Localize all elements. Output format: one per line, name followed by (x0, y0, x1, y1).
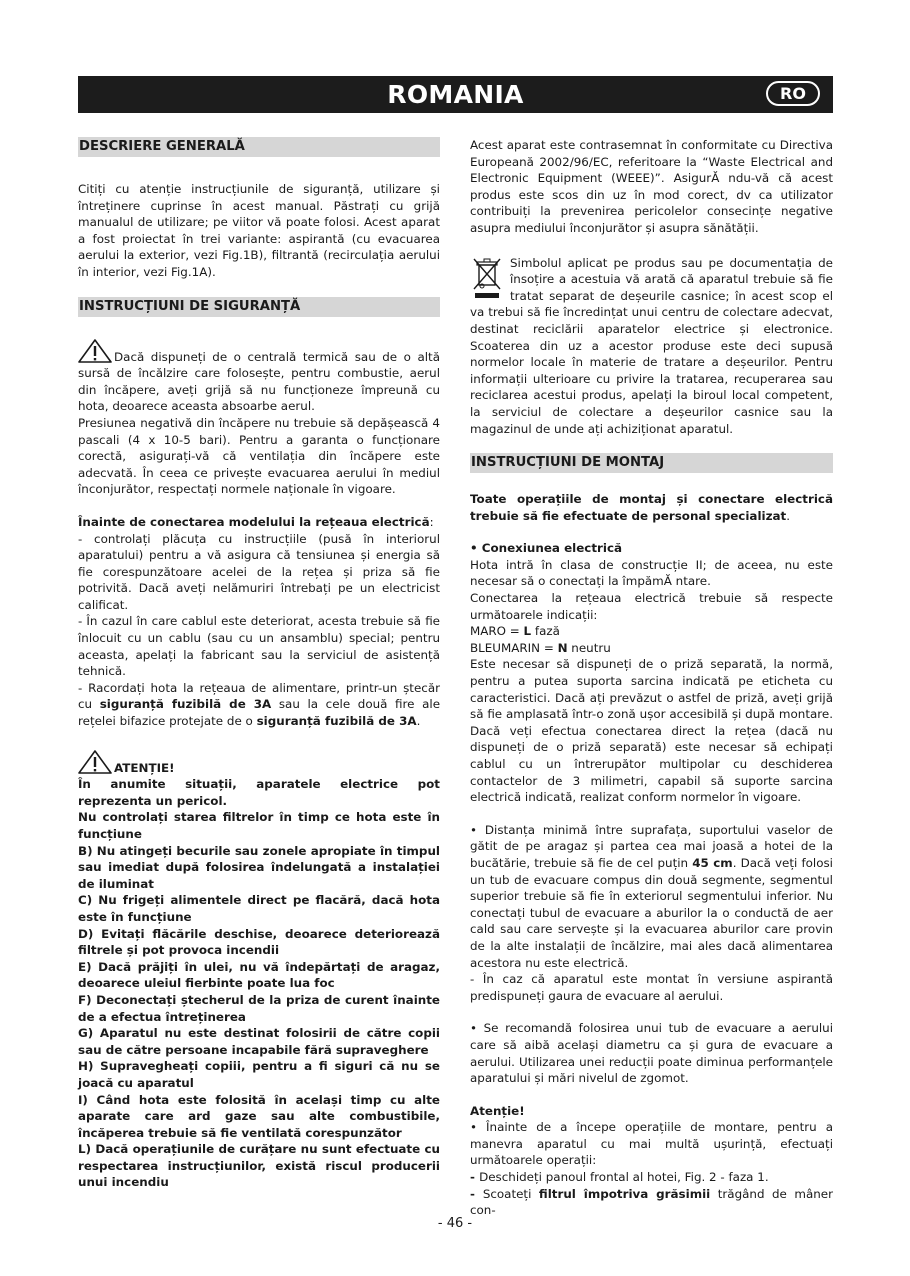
electrical-connection-p3: Este necesar să dispuneți de o priză separată, la normă, pentru a putea suporta sarcina indicată pe eticheta cu caracteristici. Dacă ați prevăzut o astfel de priză, aveți grijă să fie amplasată într-o zonă ușor accesibilă și după montare. Dacă veți efectua conectarea direct la rețea (dacă nu dispuneți de o priză separată) este necesar să echipați cablul cu un întrerupător multipolar cu deschiderea contactelor de 3 milimetri, capabil să suporte sarcina electrică indicată, realizat conform normelor în vigoare. (470, 657, 833, 805)
electrical-connection-p1: Hota intră în clasa de construcție II; de aceea, nu este necesar să o conectați la împămĂ ntare. (470, 557, 833, 589)
safety-paragraph-2: Presiunea negativă din încăpere nu trebuie să depășească 4 pascali (4 x 10-5 bari). Pentru a garanta o funcționare corectă, asigurați-vă că ventilația din încăpere este adecvată. În ceea ce privește evacuarea aerului în mediul înconjurător, respectați normele naționale în vigoare. (78, 415, 440, 497)
attention-right-step-2 (470, 1186, 833, 1219)
electrical-connection-p2: Conectarea la rețeaua electrică trebuie să respecte următoarele indicații: (470, 591, 833, 622)
warnings-list (78, 776, 440, 1191)
item-3-part-e: . (416, 714, 421, 729)
item-3-part-c: sau la cele două fire ale rețelei bifazice protejate de o (78, 697, 441, 729)
warning-item: G) Aparatul nu este destinat folosirii de către copii sau de către persoane incapabile fără supraveghere (78, 1026, 440, 1057)
wire-brown-letter: L (523, 624, 532, 639)
warning-triangle-icon (78, 750, 112, 774)
attention-right-p1: • Înainte de a începe operațiile de montare, pentru a manevra aparatul cu mai multă ușurință, efectuați următoarele operații: (470, 1120, 833, 1168)
warning-item: F) Deconectați ștecherul de la priza de curent înainte de a efectua întreținerea (78, 992, 440, 1024)
before-connection-item-2: - În cazul în care cablul este deteriorat, acesta trebuie să fie înlocuit cu un cablu (sau cu un ansamblu) special; pentru aceasta, apelați la fabricant sau la serviciul de asistență tehnică. (78, 614, 440, 679)
country-banner (78, 76, 833, 113)
step-1-dash: - (470, 1170, 480, 1185)
before-connection-item-3 (78, 680, 440, 730)
wire-brown-desc: fază (531, 624, 560, 639)
country-badge: RO (766, 81, 820, 106)
right-column (470, 137, 833, 1219)
heading-mounting-instructions: INSTRUCȚIUNI DE MONTAJ (470, 453, 833, 473)
wire-blue-letter: N (557, 640, 568, 655)
warning-item: Nu controlați starea filtrelor în timp ce hota este în funcțiune (78, 810, 440, 841)
crossed-bin-icon (470, 257, 504, 299)
warning-item: B) Nu atingeți becurile sau zonele apropiate în timpul sau imediat după folosirea îndelungată a instalației de iluminat (78, 843, 440, 891)
before-connection-item-1: - controlați plăcuța cu instrucțiile (pusă în interiorul aparatului) pentru a vă asigura că tensiunea și energia să fie corespunzătoare acelei de la rețea și priza să fie potrivită. Dacă aveți nelămuriri întrebați pe un electricist calificat. (78, 531, 440, 612)
heading-safety-instructions: INSTRUCȚIUNI DE SIGURANȚĂ (78, 297, 440, 317)
attention-title: ATENȚIE! (114, 760, 175, 775)
step-2-part-c: trăgând de mâner con- (470, 1186, 833, 1218)
page-number: - 46 - (437, 1216, 473, 1231)
step-1-text: Deschideți panoul frontal al hotei, Fig. 2 - faza 1. (479, 1170, 769, 1185)
before-connection-title: Înainte de conectarea modelului la rețeaua electrică (78, 514, 430, 529)
before-connection-heading (78, 514, 440, 531)
warning-item: H) Supravegheați copiii, pentru a fi siguri că nu se joacă cu aparatul (78, 1059, 440, 1090)
before-connection-colon: : (429, 514, 434, 529)
weee-symbol-paragraph: Simbolul aplicat pe produs sau pe documentația de însoțire a acestuia vă arată că aparatul trebuie să fie tratat separat de deșeurile casnice; în acest scop el va trebui să fie încredințat unui centru de colectare adecvat, destinat reciclării aparatelor electrice și electronice. Scoaterea din uz a acestor produse este deci supusă normelor locale în materie de tratare a deșeurilor. Pentru informații ulterioare cu privire la tratarea, recuperarea sau reciclarea acestui produs, apelați la biroul local competent, la serviciul de colectare a deșeurilor casnice sau la magazinul de unde ați achiziționat aparatul. (470, 255, 833, 436)
warning-item: I) Când hota este folosită în același timp cu alte aparate care ard gaze sau alte combustibile, încăperea trebuie să fie ventilată corespunzător (78, 1092, 440, 1140)
wire-blue-label: BLEUMARIN = (470, 640, 558, 655)
warning-item: C) Nu frigeți alimentele direct pe flacără, dacă hota este în funcțiune (78, 893, 440, 924)
wire-blue (470, 640, 833, 657)
mounting-notice-dot: . (786, 508, 791, 523)
step-2-dash: - (470, 1186, 483, 1201)
distance-value: 45 cm (692, 855, 733, 870)
attention-right-step-1 (470, 1169, 833, 1186)
warning-item: D) Evitați flăcările deschise, deoarece deteriorează filtrele și pot provoca incendii (78, 926, 440, 958)
banner-title: ROMANIA (387, 80, 524, 109)
item-3-fuse-1: siguranță fuzibilă de 3A (99, 697, 272, 712)
safety-paragraph-1-text: Dacă dispuneți de o centrală termică sau de o altă sursă de încălzire care folosește, pentru combustie, aerul din încăpere, aveți grijă să nu funcționeze împreună cu hota, deoarece aceasta absoarbe aerul. (78, 349, 440, 414)
item-3-part-a: - Racordați hota la rețeaua de alimentare, printr-un ștecăr cu (78, 680, 440, 712)
wire-brown (470, 623, 833, 640)
exhaust-tube-recommendation: • Se recomandă folosirea unui tub de evacuare a aerului care să aibă același diametru ca și gura de evacuare a aerului. Utilizarea unei reducții poate diminua performanțele aparatului și mări nivelul de zgomot. (470, 1021, 833, 1086)
weee-directive-text: Acest aparat este contrasemnat în conformitate cu Directiva Europeană 2002/96/EC, referitoare la “Waste Electrical and Electronic Equipment (WEEE)”. AsigurĂ ndu-vă că acest produs este scos din uz în mod corect, dv ca utilizator contribuiți la prevenirea pericolelor consecințe negative asupra mediului înconjurător și asupra sănătății. (470, 138, 833, 235)
distance-part-c: . Dacă veți folosi un tub de evacuare compus din două segmente, segmentul superior trebuie să fie în exteriorul segmentului inferior. Nu conectați tubul de evacuare a aburilor la o conductă de aer cald sau care servește și la evacuarea aburilor care provin de la alte instalații de încălzire, mai ales dacă alimentarea acestora nu este electrică. (470, 855, 833, 970)
heading-general-description: DESCRIERE GENERALĂ (78, 137, 440, 157)
weee-symbol-text (470, 255, 833, 438)
wire-brown-label: MARO = (470, 624, 524, 639)
item-3-fuse-2: siguranță fuzibilă de 3A (256, 714, 417, 729)
step-2-filter: filtrul împotriva grăsimii (538, 1186, 711, 1201)
step-2-part-a: Scoateți (482, 1186, 539, 1201)
attention-heading (78, 750, 440, 777)
mounting-notice (470, 491, 833, 524)
warning-item: L) Dacă operațiunile de curățare nu sunt efectuate cu respectarea instrucțiunilor, există riscul producerii unui incendiu (78, 1142, 440, 1190)
safety-paragraph-1 (78, 339, 440, 415)
attention-right-title: Atenție! (470, 1103, 525, 1118)
warning-item: În anumite situații, aparatele electrice pot reprezenta un pericol. (78, 777, 440, 808)
minimum-distance (470, 822, 833, 971)
warning-item: E) Dacă prăjiți în ulei, nu vă îndepărtați de aragaz, deoarece uleiul fierbinte poate lua foc (78, 959, 440, 991)
wire-blue-desc: neutru (567, 640, 611, 655)
left-column (78, 137, 440, 1191)
warning-triangle-icon (78, 339, 112, 363)
mounting-notice-bold: Toate operațiile de montaj și conectare electrică trebuie să fie efectuate de personal specializat (470, 492, 833, 523)
electrical-connection-title: • Conexiunea electrică (470, 541, 623, 556)
aspirating-version-note: - În caz că aparatul este montat în versiune aspirantă predispuneți gaura de evacuare al aerului. (470, 972, 833, 1003)
distance-part-a: • Distanța minimă între suprafața, suportului vaselor de gătit de pe aragaz și partea cea mai joasă a hotei de la bucătărie, trebuie să fie de cel puțin (470, 822, 833, 870)
general-description-text: Citiți cu atenție instrucțiunile de siguranță, utilizare și întreținere cuprinse în acest manual. Păstrați cu grijă manualul de utilizare; pe viitor vă poate folosi. Acest aparat a fost proiectat în trei variante: aspirantă (cu evacuarea aerului la exterior, vezi Fig.1B), filtrantă (recirculația aerului în interior, vezi Fig.1A). (78, 182, 440, 279)
